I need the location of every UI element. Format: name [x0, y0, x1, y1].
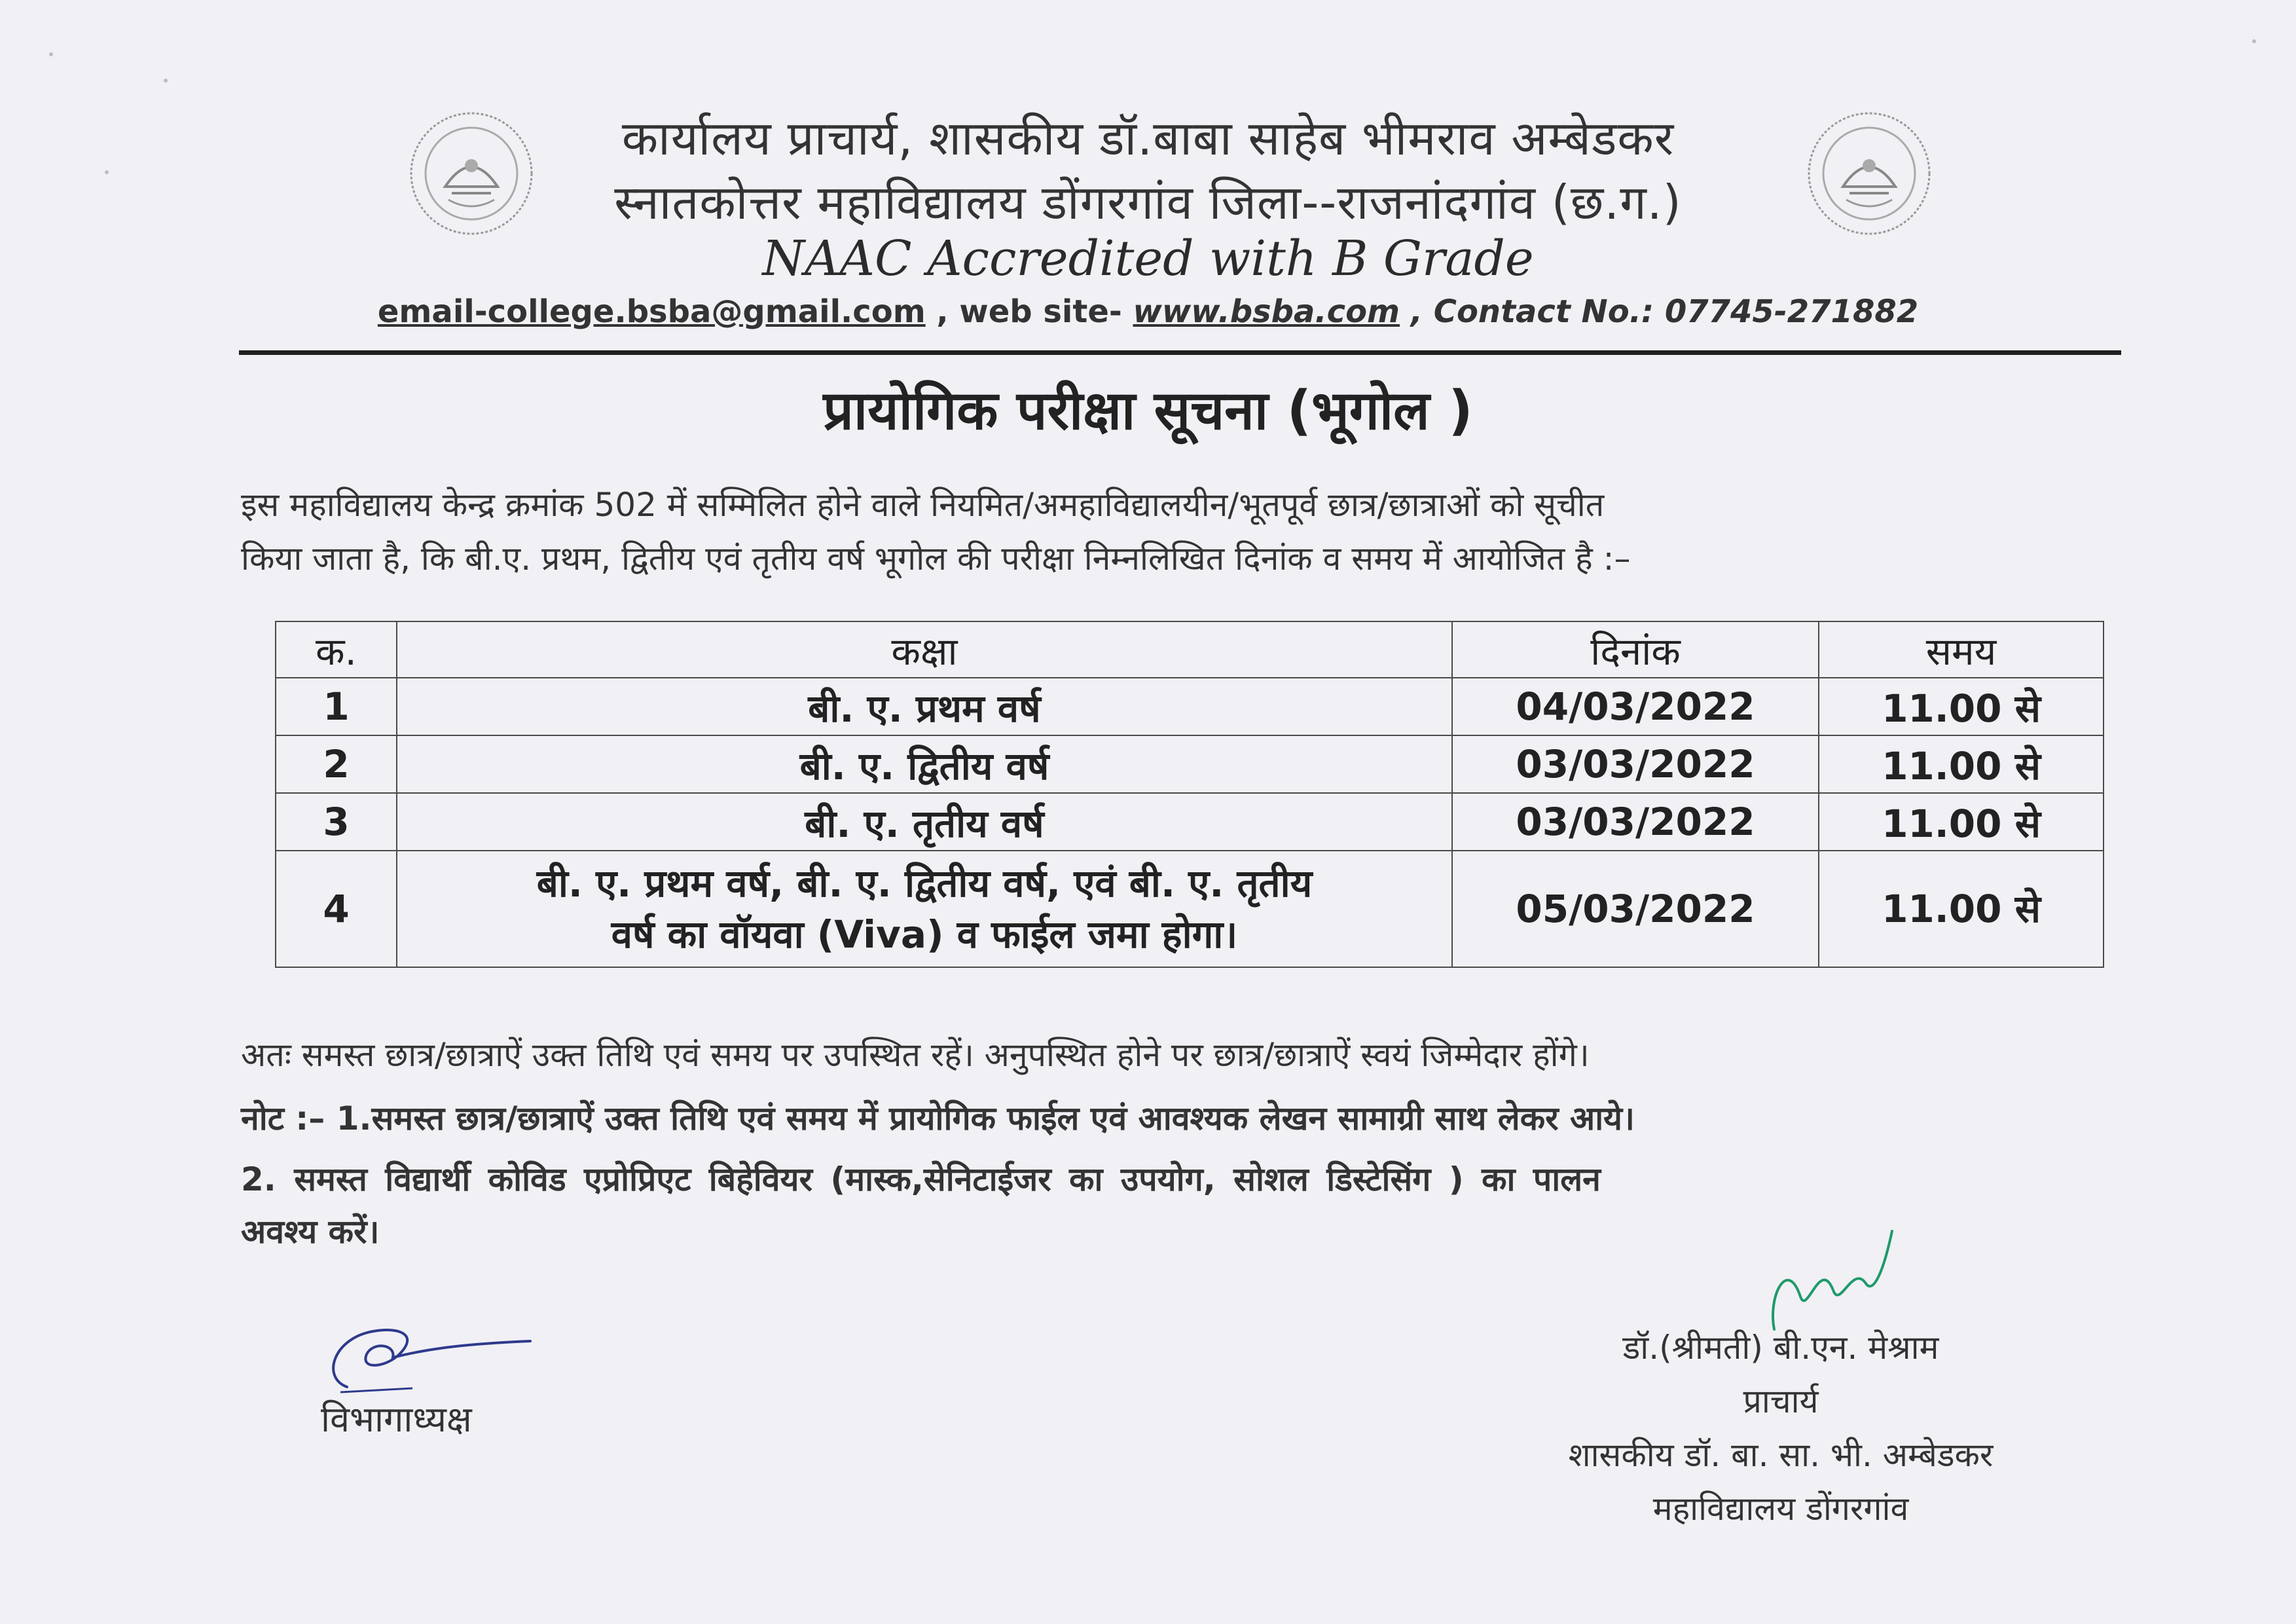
contact-line — [0, 293, 2296, 330]
row-time: 11.00 से — [1819, 851, 2104, 967]
table-row — [276, 678, 2104, 735]
row-date: 05/03/2022 — [1452, 851, 1819, 967]
note-2-line1: 2. समस्त विद्यार्थी कोविड एप्रोप्रिएट बिहेवियर (मास्क,सेनिटाईजर का उपयोग, सोशल डिस्टेसिंग ) का पालन — [241, 1160, 1601, 1198]
scan-speck — [2252, 39, 2256, 43]
table-row — [276, 851, 2104, 967]
scan-speck — [164, 79, 168, 83]
scan-speck — [105, 170, 109, 174]
table-header-row — [276, 621, 2104, 678]
intro-text-line2: किया जाता है, कि बी.ए. प्रथम, द्वितीय एवं तृतीय वर्ष भूगोल की परीक्षा निम्नलिखित दिनांक व समय में आयोजित है :– — [241, 540, 1631, 578]
row-class-line1: बी. ए. प्रथम वर्ष, बी. ए. द्वितीय वर्ष, एवं बी. ए. तृतीय — [536, 861, 1313, 906]
row-time: 11.00 से — [1819, 735, 2104, 793]
row-class: बी. ए. द्वितीय वर्ष — [397, 735, 1452, 793]
row-class: बी. ए. प्रथम वर्ष — [397, 678, 1452, 735]
row-serial: 1 — [276, 678, 397, 735]
notice-title: प्रायोगिक परीक्षा सूचना (भूगोल ) — [823, 380, 1473, 442]
row-serial: 3 — [276, 793, 397, 851]
row-date: 03/03/2022 — [1452, 735, 1819, 793]
scan-speck — [49, 52, 53, 56]
row-class-line2: वर्ष का वॉयवा (Viva) व फाईल जमा होगा। — [611, 912, 1238, 957]
website-label: , web site- — [925, 293, 1133, 330]
col-header-serial: क. — [276, 621, 397, 678]
hod-designation: विभागाध्यक्ष — [321, 1399, 472, 1440]
row-time: 11.00 से — [1819, 678, 2104, 735]
contact-number: , Contact No.: 07745-271882 — [1400, 293, 1919, 330]
intro-text-line1: इस महाविद्यालय केन्द्र क्रमांक 502 में सम्मिलित होने वाले नियमित/अमहाविद्यालयीन/भूतपूर्व छात्र/छात्राओं को सूचीत — [241, 486, 1605, 524]
hod-signature-icon — [321, 1315, 537, 1400]
row-date: 03/03/2022 — [1452, 793, 1819, 851]
exam-schedule-table — [275, 621, 2104, 968]
row-time: 11.00 से — [1819, 793, 2104, 851]
principal-title: प्राचार्य — [1743, 1382, 1819, 1420]
row-date: 04/03/2022 — [1452, 678, 1819, 735]
row-serial: 2 — [276, 735, 397, 793]
col-header-class: कक्षा — [397, 621, 1452, 678]
principal-institution-line2: महाविद्यालय डोंगरगांव — [1652, 1490, 1909, 1528]
website-link[interactable]: www.bsba.com — [1133, 293, 1400, 330]
email-link[interactable]: email-college.bsba@gmail.com — [377, 293, 926, 330]
row-class: बी. ए. तृतीय वर्ष — [397, 793, 1452, 851]
row-class — [397, 851, 1452, 967]
note-2-line2: अवश्य करें। — [241, 1213, 380, 1251]
attendance-instruction: अतः समस्त छात्र/छात्राऐं उक्त तिथि एवं समय पर उपस्थित रहें। अनुपस्थित होने पर छात्र/छात्राऐं स्वयं जिम्मेदार होंगे। — [241, 1036, 1590, 1074]
table-row — [276, 793, 2104, 851]
college-name-line2: स्नातकोत्तर महाविद्यालय डोंगरगांव जिला--राजनांदगांव (छ.ग.) — [614, 175, 1682, 230]
header-divider — [239, 350, 2121, 355]
note-1: नोट :– 1.समस्त छात्र/छात्राऐं उक्त तिथि एवं समय में प्रायोगिक फाईल एवं आवश्यक लेखन सामाग्री साथ लेकर आये। — [241, 1099, 1635, 1137]
table-row — [276, 735, 2104, 793]
row-serial: 4 — [276, 851, 397, 967]
col-header-date: दिनांक — [1452, 621, 1819, 678]
accreditation-text: NAAC Accredited with B Grade — [762, 231, 1534, 287]
col-header-time: समय — [1819, 621, 2104, 678]
principal-name: डॉ.(श्रीमती) बी.एन. मेश्राम — [1622, 1329, 1939, 1367]
college-name-line1: कार्यालय प्राचार्य, शासकीय डॉ.बाबा साहेब भीमराव अम्बेडकर — [621, 111, 1675, 166]
principal-institution-line1: शासकीय डॉ. बा. सा. भी. अम्बेडकर — [1568, 1436, 1994, 1474]
